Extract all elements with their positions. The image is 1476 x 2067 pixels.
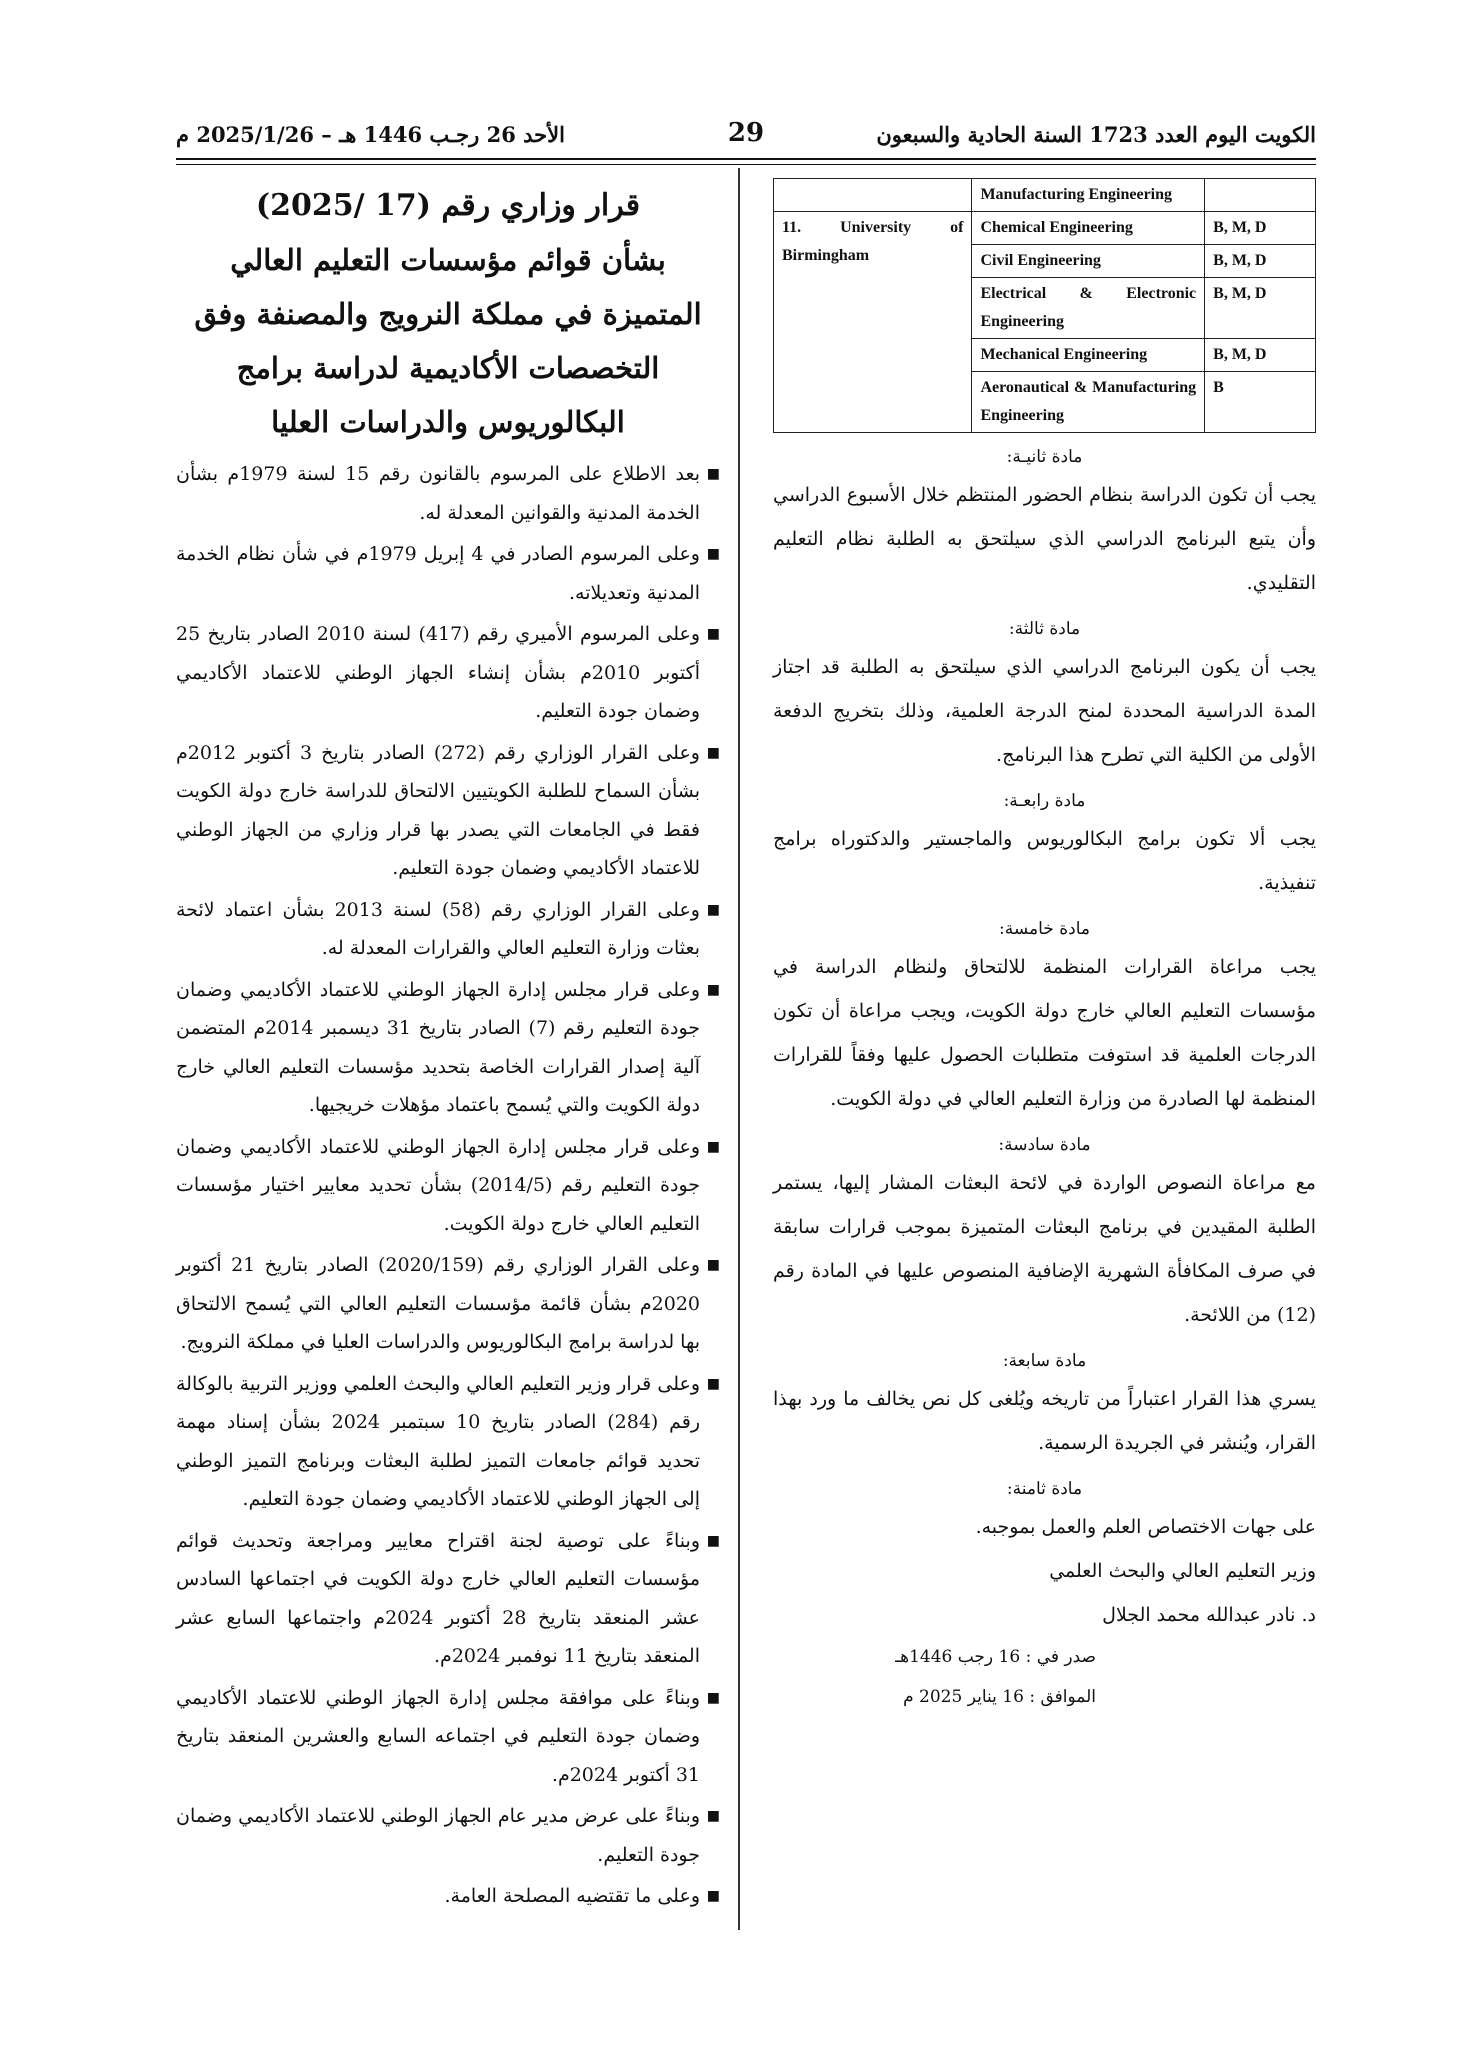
preamble-item: ■ وعلى القرار الوزاري رقم (58) لسنة 2013 بشأن اعتماد لائحة بعثات وزارة التعليم العالي والقرارات المعدلة له. [176,891,720,968]
square-bullet-icon: ■ [706,1689,720,1706]
page-number: 29 [727,118,765,148]
column-divider [738,168,740,1930]
article-text: على جهات الاختصاص العلم والعمل بموجبه. [975,1516,1316,1538]
degrees-cell: B, M, D [1205,245,1316,278]
article-text: يجب أن تكون الدراسة بنظام الحضور المنتظم خلال الأسبوع الدراسي وأن يتبع البرنامج الدراسي الذي سيلتحق به الطلبة نظام التعليم التقليدي. [773,484,1316,594]
articles-column [773,178,1316,1717]
article-2 [773,447,1316,605]
preamble-item: ■ وعلى قرار مجلس إدارة الجهاز الوطني للاعتماد الأكاديمي وضمان جودة التعليم رقم (2014/5) بشأن تحديد معايير اختيار مؤسسات التعليم العالي خارج دولة الكويت. [176,1128,720,1244]
square-bullet-icon: ■ [706,1375,720,1392]
square-bullet-icon: ■ [706,1257,720,1273]
preamble-list [176,455,720,1916]
square-bullet-icon: ■ [706,626,720,642]
preamble-item: ■ وبناءً على عرض مدير عام الجهاز الوطني للاعتماد الأكاديمي وضمان جودة التعليم. [176,1797,720,1874]
page-header [176,118,1316,154]
decree-column [176,188,720,1919]
issued-gregorian: الموافق : 16 يناير 2025 م [903,1687,1096,1707]
square-bullet-icon: ■ [706,901,720,918]
university-cell [774,179,972,212]
issued-hijri: صدر في : 16 رجب 1446هـ [895,1647,1096,1667]
article-text: يجب مراعاة القرارات المنظمة للالتحاق ولنظام الدراسة في مؤسسات التعليم العالي خارج دولة الكويت، ويجب مراعاة أن تكون الدرجات العلمية قد استوفت متطلبات الحصول عليها وفقاً للقرارات المنظمة لها الصادرة من وزارة التعليم العالي في دولة الكويت. [773,956,1316,1110]
universities-table [773,178,1316,433]
square-bullet-icon: ■ [706,1138,720,1155]
program-cell: Electrical & Electronic Engineering [972,278,1205,339]
issue-date: الأحد 26 رجـب 1446 هـ – 2025/1/26 م [176,122,565,147]
article-4 [773,791,1316,905]
degrees-cell: B, M, D [1205,278,1316,339]
decree-title: قرار وزاري رقم (17 /2025) [255,188,641,223]
article-heading: مادة سادسة: [998,1135,1091,1155]
table-row [774,179,1316,212]
university-cell: 11. University of Birmingham [774,212,972,433]
decree-subject: بشأن قوائم مؤسسات التعليم العالي المتميزة في مملكة النرويج والمصنفة وفق التخصصات الأكاديمية لدراسة برامج البكالوريوس والدراسات العليا [194,243,702,439]
degrees-cell [1205,179,1316,212]
article-text: مع مراعاة النصوص الواردة في لائحة البعثات المشار إليها، يستمر الطلبة المقيدين في برنامج البعثات المتميزة بموجب قرارات سابقة في صرف المكافأة الشهرية الإضافية المنصوص عليها في المادة رقم (12) من اللائحة. [773,1172,1316,1326]
preamble-item: ■ وعلى قرار وزير التعليم العالي والبحث العلمي ووزير التربية بالوكالة رقم (284) الصادر بتاريخ 10 سبتمبر 2024 بشأن إسناد مهمة تحديد قوائم جامعات التميز لطلبة البعثات وبرنامج التميز الوطني إلى الجهاز الوطني للاعتماد الأكاديمي وضمان جودة التعليم. [176,1365,720,1519]
article-6 [773,1135,1316,1337]
degrees-cell: B [1205,372,1316,433]
program-cell: Chemical Engineering [972,212,1205,245]
preamble-item: ■ وعلى المرسوم الأميري رقم (417) لسنة 2010 الصادر بتاريخ 25 أكتوبر 2010م بشأن إنشاء الجهاز الوطني للاعتماد الأكاديمي وضمان جودة التعليم. [176,615,720,731]
preamble-item: ■ وعلى القرار الوزاري رقم (2020/159) الصادر بتاريخ 21 أكتوبر 2020م بشأن قائمة مؤسسات التعليم العالي التي يُسمح الالتحاق بها لدراسة برامج البكالوريوس والدراسات العليا في مملكة النرويج. [176,1246,720,1362]
square-bullet-icon: ■ [706,1888,720,1904]
article-text: يجب ألا تكون برامج البكالوريوس والماجستير والدكتوراه برامج تنفيذية. [773,828,1316,894]
article-heading: مادة سابعة: [1002,1351,1087,1371]
preamble-item: ■ وعلى القرار الوزاري رقم (272) الصادر بتاريخ 3 أكتوبر 2012م بشأن السماح للطلبة الكويتيين الالتحاق للدراسة خارج دولة الكويت فقط في الجامعات التي يصدر بها قرار وزاري من الجهاز الوطني للاعتماد الأكاديمي وضمان جودة التعليم. [176,734,720,888]
issue-info: الكويت اليوم العدد 1723 السنة الحادية والسبعون [876,122,1316,147]
header-rule [176,158,1316,160]
square-bullet-icon: ■ [706,981,720,998]
article-heading: مادة ثانيـة: [1006,447,1083,467]
article-heading: مادة ثامنة: [1006,1479,1083,1499]
square-bullet-icon: ■ [706,546,720,562]
square-bullet-icon: ■ [706,1532,720,1549]
program-cell: Mechanical Engineering [972,339,1205,372]
degrees-cell: B, M, D [1205,339,1316,372]
article-heading: مادة ثالثة: [1008,619,1081,639]
preamble-item: ■ بعد الاطلاع على المرسوم بالقانون رقم 15 لسنة 1979م بشأن الخدمة المدنية والقوانين المعدلة له. [176,455,720,532]
square-bullet-icon: ■ [706,744,720,761]
header-rule-thin [176,164,1316,165]
signatory-title: وزير التعليم العالي والبحث العلمي [1049,1560,1316,1582]
square-bullet-icon: ■ [706,466,720,482]
degrees-cell: B, M, D [1205,212,1316,245]
article-7 [773,1351,1316,1465]
article-5 [773,919,1316,1121]
article-3 [773,619,1316,777]
preamble-item: ■ وعلى المرسوم الصادر في 4 إبريل 1979م في شأن نظام الخدمة المدنية وتعديلاته. [176,535,720,612]
article-text: يسري هذا القرار اعتباراً من تاريخه ويُلغى كل نص يخالف ما ورد بهذا القرار، ويُنشر في الجريدة الرسمية. [773,1388,1316,1454]
program-cell: Manufacturing Engineering [972,179,1205,212]
table-row [774,212,1316,245]
preamble-item: ■ وبناءً على توصية لجنة اقتراح معايير ومراجعة وتحديث قوائم مؤسسات التعليم العالي خارج دولة الكويت في اجتماعها السادس عشر المنعقد بتاريخ 28 أكتوبر 2024م واجتماعها السابع عشر المنعقد بتاريخ 11 نوفمبر 2024م. [176,1522,720,1676]
article-heading: مادة خامسة: [999,919,1090,939]
preamble-item: ■ وبناءً على موافقة مجلس إدارة الجهاز الوطني للاعتماد الأكاديمي وضمان جودة التعليم في اجتماعه السابع والعشرين المنعقد بتاريخ 31 أكتوبر 2024م. [176,1679,720,1795]
program-cell: Civil Engineering [972,245,1205,278]
preamble-item: ■ وعلى ما تقتضيه المصلحة العامة. [176,1877,720,1916]
preamble-item: ■ وعلى قرار مجلس إدارة الجهاز الوطني للاعتماد الأكاديمي وضمان جودة التعليم رقم (7) الصادر بتاريخ 31 ديسمبر 2014م المتضمن آلية إصدار القرارات الخاصة بتحديد مؤسسات التعليم العالي خارج دولة الكويت والتي يُسمح باعتماد مؤهلات خريجيها. [176,971,720,1125]
signatory-name: د. نادر عبدالله محمد الجلال [1102,1604,1316,1626]
program-cell: Aeronautical & Manufacturing Engineering [972,372,1205,433]
article-text: يجب أن يكون البرنامج الدراسي الذي سيلتحق به الطلبة قد اجتاز المدة الدراسية المحددة لمنح الدرجة العلمية، وذلك بتخريج الدفعة الأولى من الكلية التي تطرح هذا البرنامج. [773,656,1316,766]
article-heading: مادة رابعـة: [1003,791,1086,811]
article-8 [773,1479,1316,1549]
square-bullet-icon: ■ [706,1808,720,1824]
